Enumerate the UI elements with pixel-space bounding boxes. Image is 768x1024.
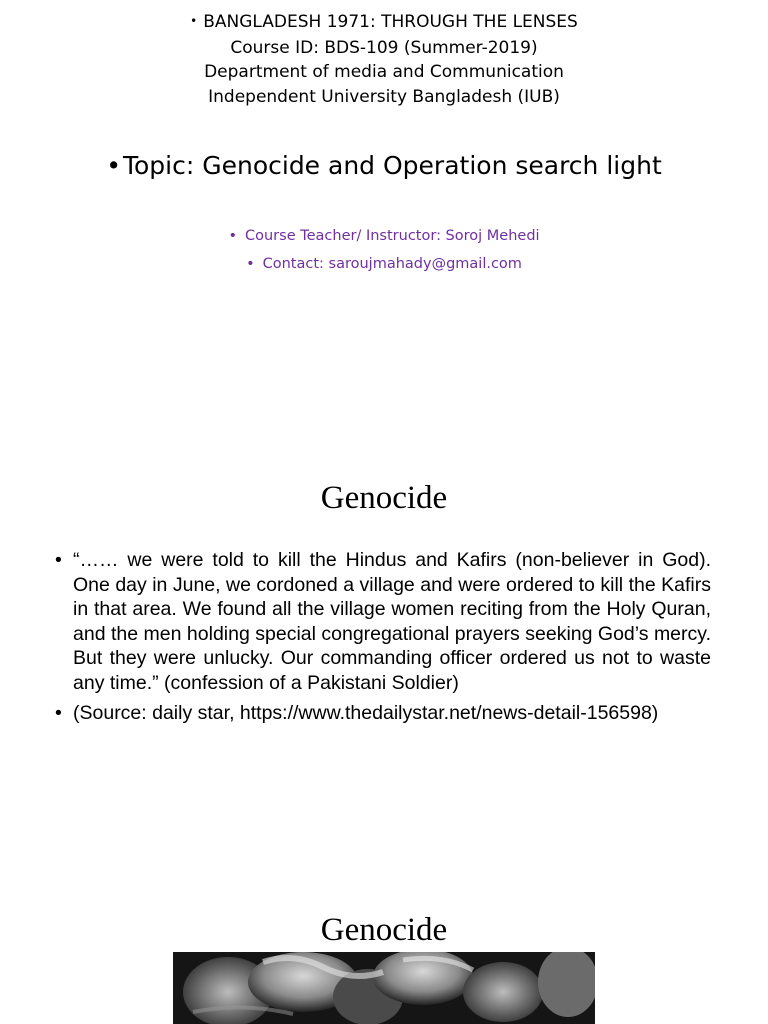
bullet-icon: • (190, 14, 198, 28)
photo-image (173, 952, 595, 1024)
slide-title: Genocide (320, 480, 448, 516)
genocide-quote-slide (0, 468, 768, 878)
instructor-text: Course Teacher/ Instructor: Soroj Mehedi (245, 228, 540, 244)
bullet-icon: • (55, 702, 62, 724)
bullet-icon: • (55, 549, 62, 571)
topic-heading (0, 148, 768, 184)
genocide-photo-slide (0, 900, 768, 1024)
bullet-icon: • (246, 256, 255, 272)
topic-text: Topic: Genocide and Operation search light (122, 151, 662, 180)
slide-title: Genocide (320, 912, 448, 948)
title-slide (0, 0, 768, 440)
university-line: Independent University Bangladesh (IUB) (208, 86, 560, 107)
course-header (0, 10, 768, 109)
contact-line (0, 250, 768, 278)
contact-text: Contact: saroujmahady@gmail.com (262, 256, 522, 272)
department-line: Department of media and Communication (204, 62, 564, 82)
course-title: BANGLADESH 1971: THROUGH THE LENSES (203, 12, 578, 32)
instructor-info (0, 222, 768, 278)
source-item (55, 701, 711, 726)
instructor-line (0, 222, 768, 250)
quote-text: “…… we were told to kill the Hindus and Kafirs (non-believer in God). One day in June, we cordoned a village and were ordered to kill the Kafirs in that area. We found all the village women reciting from the Holy Quran, and the men holding special congregational prayers seeking God’s mercy. But they were unlucky. Our commanding officer ordered us not to waste any time.” (confession of a Pakistani Soldier) (73, 549, 711, 694)
source-text: (Source: daily star, https://www.thedailystar.net/news-detail-156598) (73, 702, 659, 724)
bullet-icon: • (106, 151, 121, 180)
course-id-line: Course ID: BDS-109 (Summer-2019) (230, 37, 538, 58)
quote-item (55, 548, 711, 695)
bullet-icon: • (228, 228, 237, 244)
historical-photo (173, 952, 595, 1024)
quote-list (55, 548, 711, 732)
course-title-line (0, 10, 768, 36)
